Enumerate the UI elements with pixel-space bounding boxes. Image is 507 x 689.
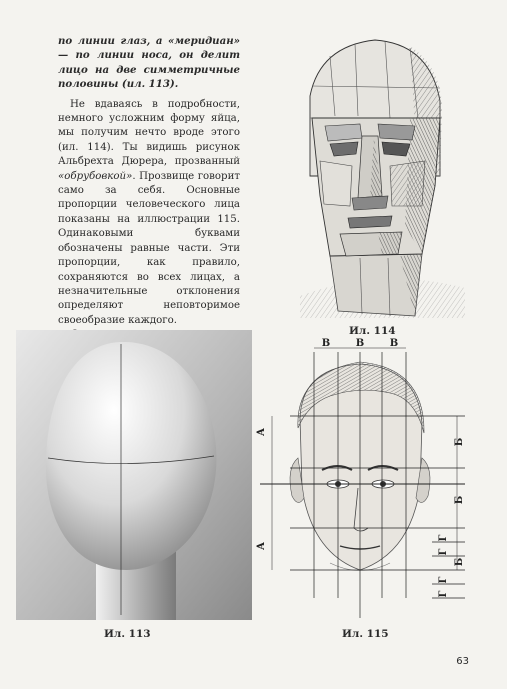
label-left-2: А: [256, 541, 267, 551]
label-bottom-1: Г: [438, 534, 449, 542]
label-right-1: Б: [454, 437, 465, 447]
label-right-2: Б: [454, 495, 465, 505]
label-top-3: В: [389, 338, 399, 349]
label-right-3: Б: [454, 557, 465, 567]
paragraph-1: Не вдаваясь в подробности, немного усложним форму яйца, мы получим нечто вроде этого (ил. 114). Ты видишь рисунок Альбрехта Дюрера, прозванный «обрубовкой». Прозвище говорит само за себя. Основные пропорции человеческого лица показаны на иллюстрации 115. Одинаковыми буквами обозначены равные части. Эти пропорции, как правило, сохраняются во всех лицах, а незначительные отклонения определяют неповторимое своеобразие каждого.: [58, 98, 240, 326]
figure-115-face-proportions: [250, 338, 475, 623]
label-left-1: А: [256, 427, 267, 437]
label-bottom-2: Г: [438, 548, 449, 556]
label-top-1: В: [321, 338, 331, 349]
figure-114-faceted-head: [290, 26, 470, 326]
label-bottom-3: Г: [438, 576, 449, 584]
figure-113-egg-head: [16, 330, 252, 620]
caption-fig-114: Ил. 114: [349, 325, 396, 337]
lead-paragraph: по линии глаз, а «меридиан» — по линии носа, он делит лицо на две симметричные половины (ил. 113).: [58, 35, 240, 91]
label-bottom-4: Г: [438, 590, 449, 598]
caption-fig-113: Ил. 113: [104, 628, 151, 640]
page-number: 63: [456, 656, 469, 667]
text-column: [58, 34, 240, 371]
caption-fig-115: Ил. 115: [342, 628, 389, 640]
label-top-2: В: [355, 338, 365, 349]
